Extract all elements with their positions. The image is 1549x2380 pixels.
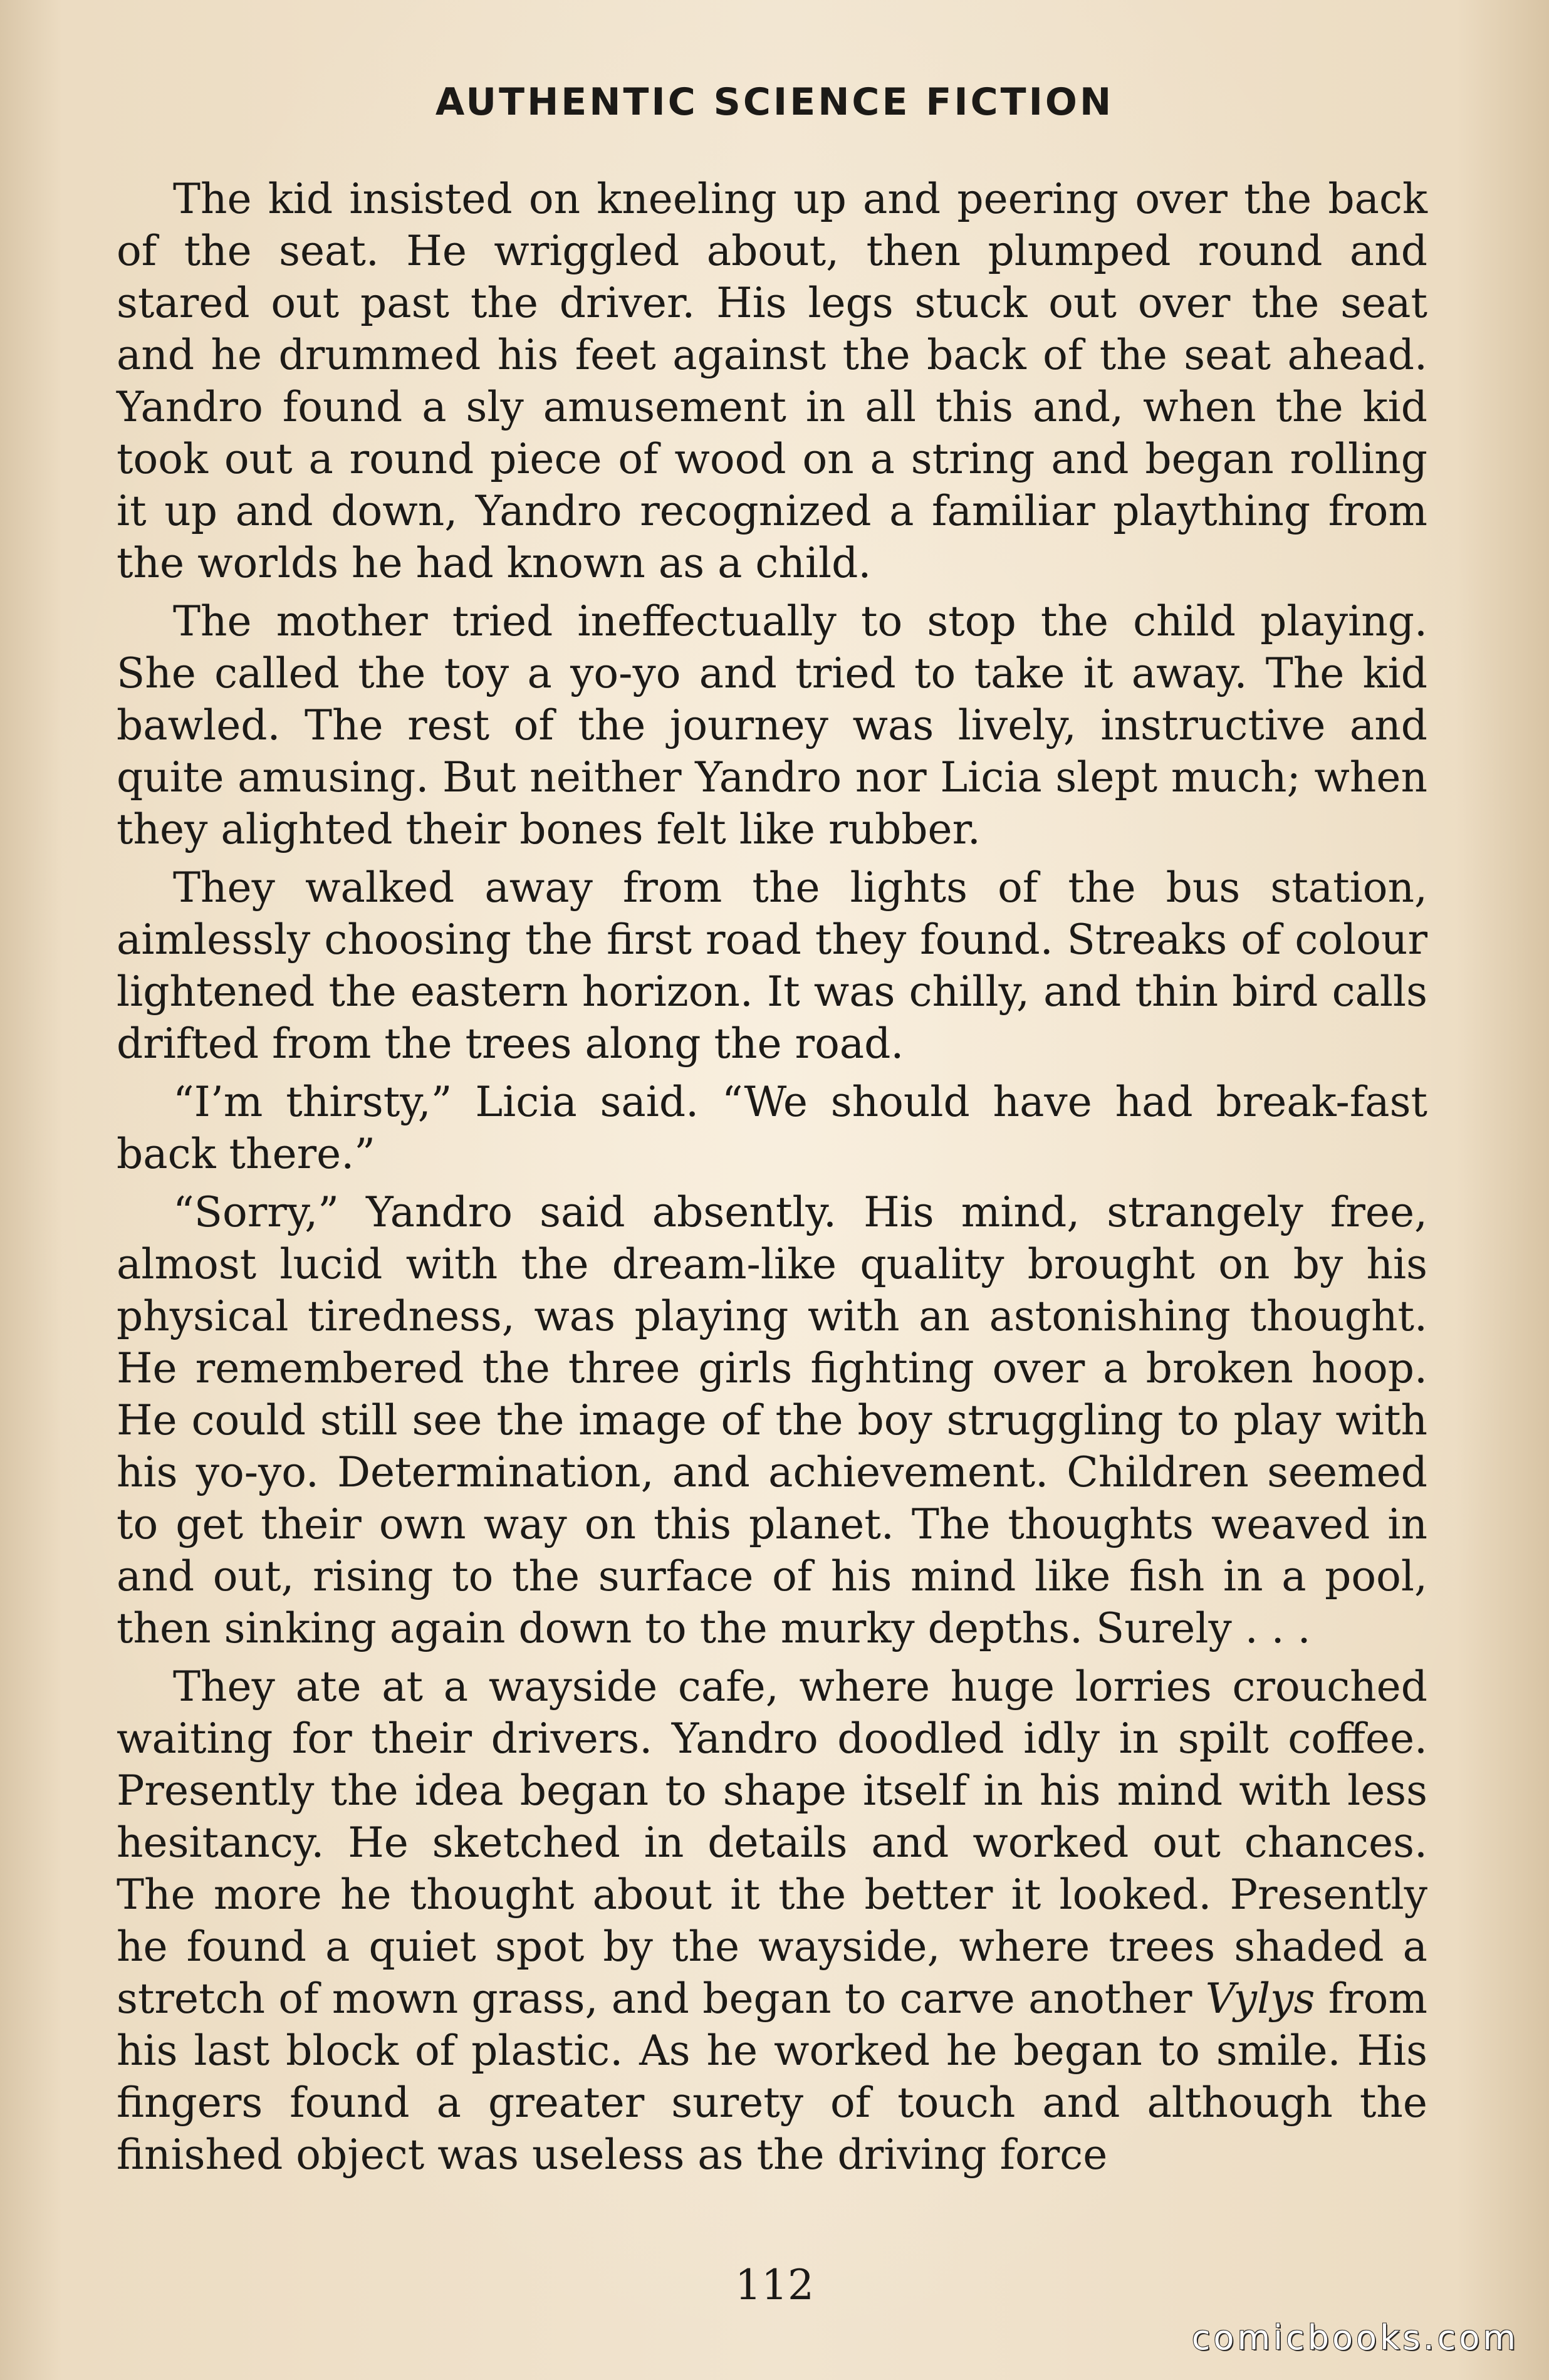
paragraph-6-end: from his last block of plastic. As he worked he began to smile. His fingers found a greater surety of touch and although the finished object was useless as the driving force — [117, 1975, 1427, 2179]
running-header: AUTHENTIC SCIENCE FICTION — [435, 80, 1114, 124]
paragraph-3: They walked away from the lights of the bus station, aimlessly choosing the first road they found. Streaks of colour lightened the eastern horizon. It was chilly, and thin bird calls drifted from the trees along the road. — [117, 864, 1427, 1068]
paragraph-6 — [117, 1661, 1427, 2181]
paragraph-6-start: They ate at a wayside cafe, where huge lorries crouched waiting for their drivers. Yandro doodled idly in spilt coffee. Presently the idea began to shape itself in his mind with less hesitancy. He sketched in details and worked out chances. The more he thought about it the better it looked. Presently he found a quiet spot by the wayside, where trees shaded a stretch of mown grass, and began to carve another — [117, 1662, 1427, 2023]
watermark: comicbooks.com — [1191, 2318, 1519, 2357]
page-number: 112 — [735, 2261, 814, 2309]
paragraph-1: The kid insisted on kneeling up and peering over the back of the seat. He wriggled about, then plumped round and stared out past the driver. His legs stuck out over the seat and he drummed his feet against the back of the seat ahead. Yandro found a sly amusement in all this and, when the kid took out a round piece of wood on a string and began rolling it up and down, Yandro recognized a familiar plaything from the worlds he had known as a child. — [117, 175, 1427, 587]
paragraph-4: “I’m thirsty,” Licia said. “We should have had break-fast back there.” — [117, 1078, 1427, 1178]
paragraph-2: The mother tried ineffectually to stop the child playing. She called the toy a yo-yo and tried to take it away. The kid bawled. The rest of the journey was lively, instructive and quite amusing. But neither Yandro nor Licia slept much; when they alighted their bones felt like rubber. — [117, 597, 1427, 853]
body-text — [117, 173, 1427, 2187]
paragraph-6-italic-term: Vylys — [1205, 1975, 1315, 2023]
paragraph-5: “Sorry,” Yandro said absently. His mind, strangely free, almost lucid with the dream-like quality brought on by his physical tiredness, was playing with an astonishing thought. He remembered the three girls fighting over a broken hoop. He could still see the image of the boy struggling to play with his yo-yo. Determination, and achievement. Children seemed to get their own way on this planet. The thoughts weaved in and out, rising to the surface of his mind like fish in a pool, then sinking again down to the murky depths. Surely . . . — [117, 1188, 1427, 1652]
